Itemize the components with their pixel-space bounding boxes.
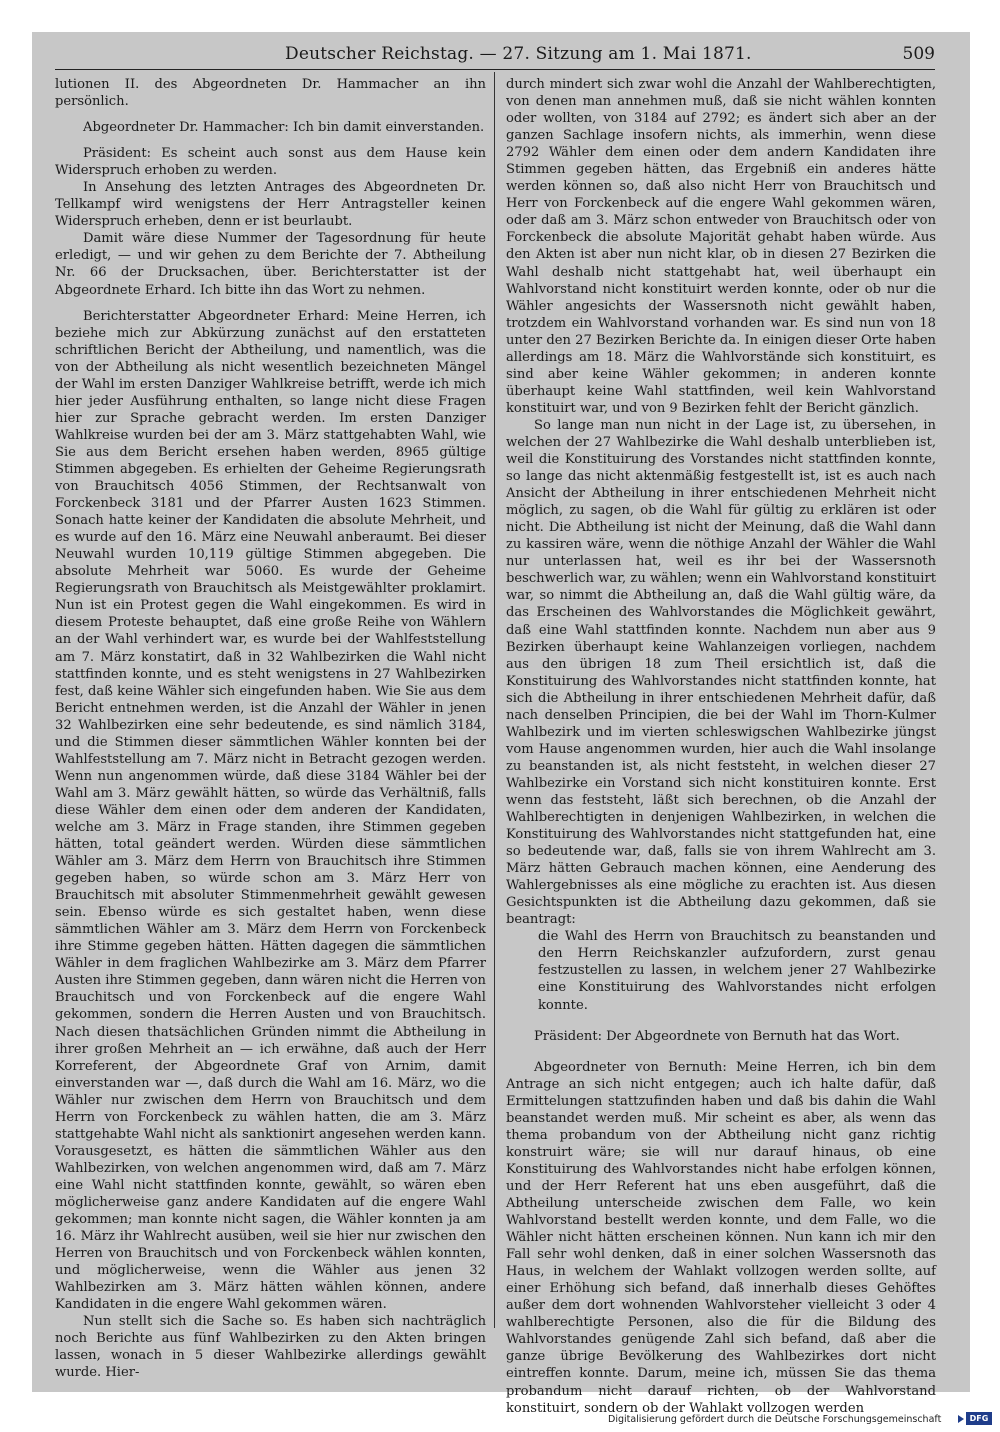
column-divider <box>494 72 495 1328</box>
paragraph: durch mindert sich zwar wohl die Anzahl der Wahlberechtigten, von denen man annehmen muß, daß sie nicht wählen konnten oder wollten, von 3184 auf 2792; es ändert sich aber an der ganzen Sachlage insofern nichts, als immerhin, wenn diese 2792 Wähler dem einen oder dem andern Kandidaten ihre Stimmen gegeben hätten, das Ergebniß ein anderes hätte werden können so, daß also nicht Herr von Brauchitsch und Herr von Forckenbeck auf die engere Wahl gekommen wären, oder daß am 3. März schon entweder von Brauchitsch oder von Forckenbeck die absolute Majorität gehabt haben würde. Aus den Akten ist aber nun nicht klar, ob in diesen 27 Bezirken die Wahl deshalb nicht stattgehabt hat, weil überhaupt ein Wahlvorstand nicht konstituirt werden konnte, oder ob nur die Wähler angesichts der Wassersnoth nicht gewählt haben, trotzdem ein Wahlvorstand vorhanden war. Es sind nun von 18 unter den 27 Bezirken Berichte da. In einigen dieser Orte haben allerdings am 18. März die Wahlvorstände sich konstituirt, es sind aber keine Wähler gekommen; in anderen konnte überhaupt keine Wahl stattfinden, weil kein Wahlvorstand konstituirt war, und von 9 Bezirken fehlt der Bericht gänzlich. <box>506 77 936 416</box>
paragraph: lutionen II. des Abgeordneten Dr. Hammacher an ihn persönlich. <box>55 77 486 110</box>
right-column <box>506 76 936 1416</box>
page-number: 509 <box>902 44 935 64</box>
paragraph: Abgeordneter Dr. Hammacher: Ich bin damit einverstanden. <box>83 120 485 136</box>
paragraph: Präsident: Es scheint auch sonst aus dem Hause kein Widerspruch erhoben zu werden. <box>55 146 486 179</box>
paragraph: Damit wäre diese Nummer der Tagesordnung für heute erledigt, — und wir gehen zu dem Berichte der 7. Abtheilung Nr. 66 der Drucksachen, über. Berichterstatter ist der Abgeordnete Erhard. Ich bitte ihn das Wort zu nehmen. <box>55 231 486 298</box>
paragraph: In Ansehung des letzten Antrages des Abgeordneten Dr. Tellkampf wird wenigstens der Herr Antragsteller keinen Widerspruch erheben, denn er ist beurlaubt. <box>55 180 486 230</box>
dfg-arrow-icon <box>958 1415 964 1423</box>
motion-text: die Wahl des Herrn von Brauchitsch zu beanstanden und den Herrn Reichskanzler aufzufordern, zurst genau festzustellen zu lassen, in welchem jener 27 Wahlbezirke eine Konstituirung des Wahlvorstandes nicht erfolgen konnte. <box>538 929 936 1013</box>
left-column <box>55 76 486 1381</box>
header-title: Deutscher Reichstag. — 27. Sitzung am 1. Mai 1871. <box>285 44 752 64</box>
running-header <box>55 42 935 70</box>
paragraph: Berichterstatter Abgeordneter Erhard: Meine Herren, ich beziehe mich zur Abkürzung zunächst auf den erstatteten schriftlichen Bericht der Abtheilung, und namentlich, was die von der Abtheilung als nicht wesentlich bezeichneten Mängel der Wahl im ersten Danziger Wahlkreise betrifft, werde ich mich hier jeder Ausführung enthalten, so lange nicht diese Fragen hier zur Sprache gebracht werden. Im ersten Danziger Wahlkreise wurden bei der am 3. März stattgehabten Wahl, wie Sie aus dem Bericht ersehen haben werden, 8965 gültige Stimmen abgegeben. Es erhielten der Geheime Regierungsrath von Brauchitsch 4056 Stimmen, der Rechtsanwalt von Forckenbeck 3181 und der Pfarrer Austen 1623 Stimmen. Sonach hatte keiner der Kandidaten die absolute Mehrheit, und es wurde auf den 16. März eine Neuwahl anberaumt. Bei dieser Neuwahl wurden 10,119 gültige Stimmen abgegeben. Die absolute Mehrheit war 5060. Es wurde der Geheime Regierungsrath von Brauchitsch als Meistgewählter proklamirt. Nun ist ein Protest gegen die Wahl eingekommen. Es wird in diesem Proteste behauptet, daß eine große Reihe von Wählern an der Wahl verhindert war, es wurde bei der Wahlfeststellung am 7. März konstatirt, daß in 32 Wahlbezirken die Wahl nicht stattfinden konnte, und es steht wenigstens in 27 Wahlbezirken fest, daß keine Wähler sich eingefunden haben. Wie Sie aus dem Bericht entnehmen werden, ist die Anzahl der Wähler in jenen 32 Wahlbezirken eine sehr bedeutende, es sind nämlich 3184, und die Stimmen dieser sämmtlichen Wähler konnten bei der Wahlfeststellung am 7. März nicht in Betracht gezogen werden. Wenn nun angenommen würde, daß diese 3184 Wähler bei der Wahl am 3. März gewählt hätten, so würde das Verhältniß, falls diese Wähler dem einen oder dem anderen der Kandidaten, welche am 3. März in Frage standen, ihre Stimmen gegeben hätten, total geändert werden. Würden diese sämmtlichen Wähler am 3. März dem Herrn von Brauchitsch ihre Stimmen gegeben haben, so würde schon am 3. März Herr von Brauchitsch mit absoluter Stimmenmehrheit gewählt gewesen sein. Ebenso würde es sich gestaltet haben, wenn diese sämmtlichen Wähler am 3. März dem Herrn von Forckenbeck ihre Stimme gegeben hätten. Hätten dagegen die sämmtlichen Wähler in dem fraglichen Wahlbezirke am 3. März dem Pfarrer Austen ihre Stimmen gegeben, dann wären nicht die Herren von Brauchitsch und von Forckenbeck auf die engere Wahl gekommen, sondern die Herren Austen und von Brauchitsch. Nach diesen thatsächlichen Gründen nimmt die Abtheilung in ihrer großen Mehrheit an — ich erwähne, daß auch der Herr Korreferent, der Abgeordnete Graf von Arnim, damit einverstanden war —, daß durch die Wahl am 16. März, wo die Wähler nur zwischen dem Herrn von Brauchitsch und dem Herrn von Forckenbeck zu wählen hatten, die am 3. März stattgehabte Wahl nicht als sanktionirt angesehen werden kann. Vorausgesetzt, es hätten die sämmtlichen Wähler aus den Wahlbezirken, von welchen angenommen wird, daß am 7. März eine Wahl nicht stattfinden konnte, gewählt, so wären eben möglicherweise ganz andere Kandidaten auf die engere Wahl gekommen; man konnte nicht sagen, die Wähler konnten ja am 16. März ihr Wahlrecht ausüben, weil sie hier nur zwischen den Herren von Brauchitsch und von Forckenbeck wählen konnten, und möglicherweise, wenn die Wähler aus jenen 32 Wahlbezirken am 3. März hätten wählen können, andere Kandidaten in die engere Wahl gekommen wären. <box>55 308 486 1313</box>
header-rule <box>55 69 935 70</box>
paragraph: So lange man nun nicht in der Lage ist, zu übersehen, in welchen der 27 Wahlbezirke die Wahl deshalb unterblieben ist, weil die Konstituirung des Vorstandes nicht stattfinden konnte, so lange das nicht aktenmäßig festgestellt ist, ist es auch nach Ansicht der Abtheilung in ihrer entschiedenen Mehrheit nicht möglich, zu sagen, ob die Wahl für gültig zu erklären ist oder nicht. Die Abtheilung ist nicht der Meinung, daß die Wahl dann zu kassiren wäre, wenn die nöthige Anzahl der Wähler die Wahl nur unterlassen hat, weil es ihr bei der Wassersnoth beschwerlich war, zu wählen; wenn ein Wahlvorstand konstituirt war, so nimmt die Abtheilung an, daß die Wahl gültig wäre, da das Erscheinen des Wahlvorstandes die Möglichkeit gewährt, daß eine Wahl stattfinden konnte. Nachdem nun aber aus 9 Bezirken überhaupt keine Wahlanzeigen vorliegen, nachdem aus den übrigen 18 zum Theil ersichtlich ist, daß die Konstituirung des Wahlvorstandes nicht stattfinden konnte, hat sich die Abtheilung in ihrer entschiedenen Mehrheit dafür, daß nach denselben Principien, die bei der Wahl im Thorn-Kulmer Wahlbezirk und im vierten schleswigschen Wahlbezirke jüngst vom Hause angenommen wurden, hier auch die Wahl insolange zu beanstanden ist, als nicht feststeht, in welchen dieser 27 Wahlbezirke ein Vorstand sich nicht konstituiren konnte. Erst wenn das feststeht, läßt sich berechnen, ob die Anzahl der Wahlberechtigten in denjenigen Wahlbezirken, in welchen die Konstituirung des Wahlvorstandes nicht stattgefunden hat, eine so bedeutende war, daß, falls sie von ihrem Wahlrecht am 3. März hätten Gebrauch machen können, eine Aenderung des Wahlergebnisses als eine mögliche zu erachten ist. Aus diesen Gesichtspunkten ist die Abtheilung dazu gekommen, daß sie beantragt: <box>506 417 936 928</box>
digitization-credit: Digitalisierung gefördert durch die Deutsche Forschungsgemeinschaft <box>608 1414 942 1425</box>
paragraph: Präsident: Der Abgeordnete von Bernuth hat das Wort. <box>534 1028 900 1044</box>
paragraph: Nun stellt sich die Sache so. Es haben sich nachträglich noch Berichte aus fünf Wahlbezirken zu den Akten bringen lassen, wonach in 5 dieser Wahlbezirke allerdings gewählt wurde. Hier- <box>55 1314 486 1381</box>
dfg-logo: DFG <box>966 1412 992 1425</box>
paragraph: Abgeordneter von Bernuth: Meine Herren, ich bin dem Antrage an sich nicht entgegen; auch ich halte dafür, daß Ermittelungen stattzufinden haben und daß bis dahin die Wahl beanstandet werden muß. Mir scheint es aber, als wenn das thema probandum von der Abtheilung nicht ganz richtig konstruirt wäre; sie will nur darauf hinaus, ob eine Konstituirung des Wahlvorstandes nicht habe erfolgen können, und der Herr Referent hat uns eben ausgeführt, daß die Abtheilung unterscheide zwischen dem Falle, wo kein Wahlvorstand bestellt werden konnte, und dem Falle, wo die Wähler nicht hätten erscheinen können. Nun kann ich mir den Fall sehr wohl denken, daß in einer solchen Wassersnoth das Haus, in welchem der Wahlakt vollzogen werden sollte, auf einer Erhöhung sich befand, daß innerhalb dieses Gehöftes außer dem dort wohnenden Wahlvorsteher vielleicht 3 oder 4 wahlberechtigte Personen, also die für die Bildung des Wahlvorstandes genügende Zahl sich befand, daß aber die ganze übrige Bevölkerung des Wahlbezirkes dort nicht eintreffen konnte. Darum, meine ich, müssen Sie das thema probandum nicht darauf richten, ob der Wahlvorstand konstituirt, sondern ob der Wahlakt vollzogen werden <box>506 1059 936 1416</box>
